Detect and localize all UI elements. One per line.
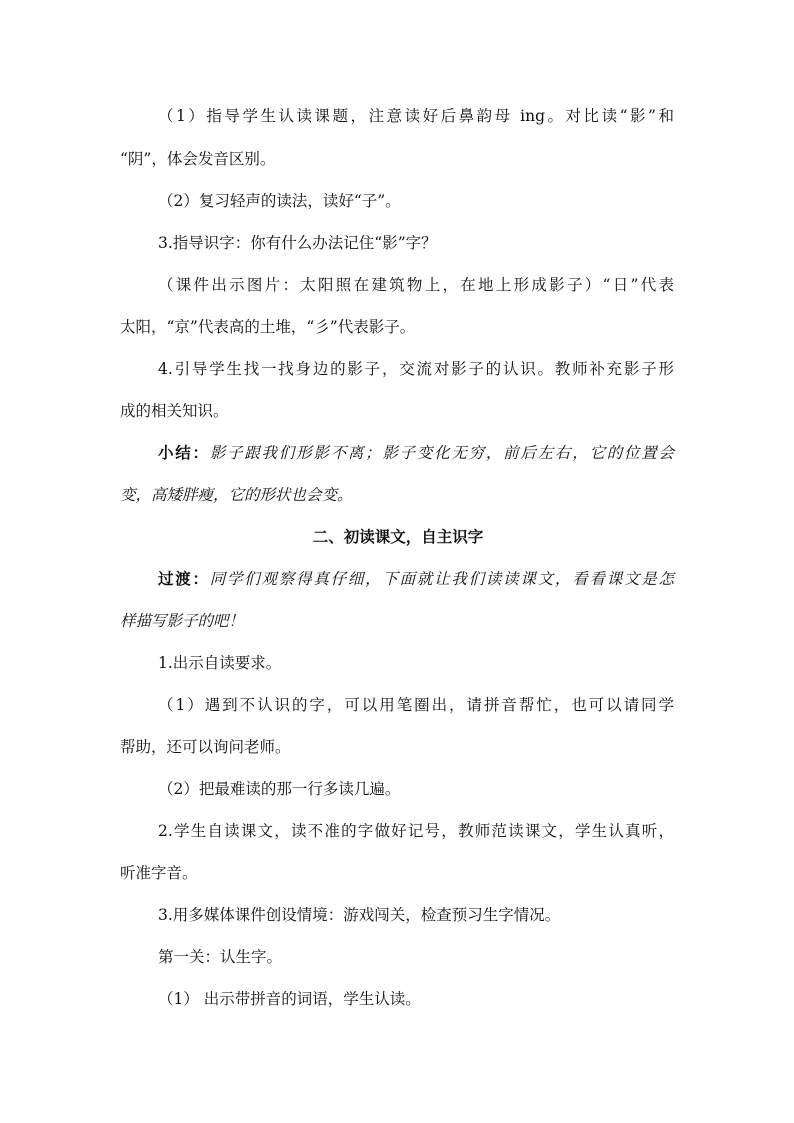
paragraph-line: （课件出示图片：太阳照在建筑物上，在地上形成影子）“日”代表	[158, 276, 674, 294]
transition-text: 同学们观察得真仔细，下面就让我们读读课文，看看课文是怎	[209, 570, 674, 588]
paragraph-line: 帮助，还可以询问老师。	[120, 738, 291, 756]
summary-text: 影子跟我们形影不离；影子变化无穷，前后左右，它的位置会	[209, 444, 674, 462]
summary-paragraph	[158, 443, 674, 463]
paragraph-line: “阴”，体会发音区别。	[120, 150, 276, 168]
summary-label: 小结：	[158, 443, 210, 462]
paragraph-line: （2）复习轻声的读法，读好“子”。	[158, 192, 401, 210]
paragraph-line: 2.学生自读课文，读不准的字做好记号，教师范读课文，学生认真听，	[158, 822, 674, 840]
transition-text-continued: 样描写影子的吧！	[120, 612, 245, 630]
paragraph-line: （1）遇到不认识的字，可以用笔圈出，请拼音帮忙，也可以请同学	[158, 696, 674, 714]
paragraph-line: 听准字音。	[120, 864, 198, 882]
transition-label: 过渡：	[158, 569, 210, 588]
paragraph-line: 1.出示自读要求。	[158, 654, 282, 672]
paragraph-line: （1） 出示带拼音的词语，学生认读。	[158, 990, 421, 1008]
paragraph-line: 3.指导识字：你有什么办法记住“影”字？	[158, 234, 437, 252]
paragraph-line: 太阳，“京”代表高的土堆，“彡”代表影子。	[120, 318, 416, 336]
paragraph-line: 成的相关知识。	[120, 402, 229, 420]
paragraph-line: （2）把最难读的那一行多读几遍。	[158, 780, 401, 798]
summary-text-continued: 变，高矮胖瘦，它的形状也会变。	[120, 486, 353, 504]
paragraph-line: 第一关：认生字。	[158, 948, 283, 966]
paragraph-line: （1）指导学生认读课题，注意读好后鼻韵母 ing。对比读“影”和	[158, 107, 674, 125]
paragraph-line: 4.引导学生找一找身边的影子，交流对影子的认识。教师补充影子形	[158, 360, 674, 378]
transition-paragraph	[158, 569, 674, 589]
section-heading: 二、初读课文，自主识字	[312, 527, 484, 546]
paragraph-line: 3.用多媒体课件创设情境：游戏闯关，检查预习生字情况。	[158, 906, 561, 924]
